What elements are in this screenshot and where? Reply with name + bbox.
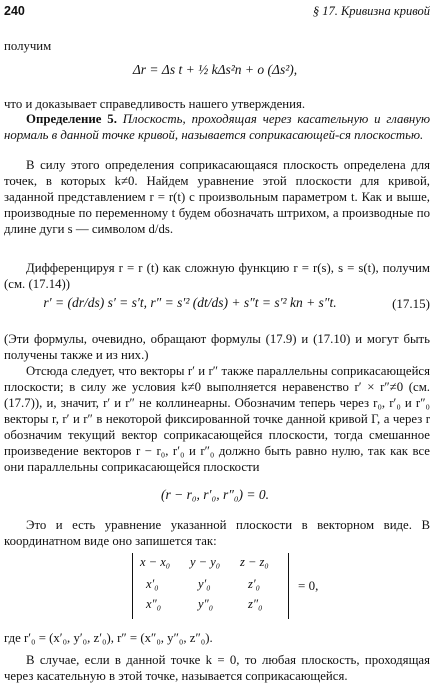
det-cell: x − x₀: [140, 555, 171, 569]
det-cell: x″₀: [146, 597, 162, 611]
determinant-rhs: = 0,: [298, 578, 319, 593]
paragraph-coordinate-form: Это и есть уравнение указанной плоскости в векторном виде. В координатном виде оно запишется так:: [4, 518, 430, 548]
text-conclusion: что и доказывает справедливость нашего утверждения.: [4, 97, 306, 111]
definition-label: Определение 5.: [26, 112, 117, 126]
paragraph-derivation: Отсюда следует, что векторы r′ и r″ также параллельны соприкасающейся плоскости; в силу же условия k≠0 выполняется неравенство r′ × r″≠0 (см. (17.7)), и, значит, r′ и r″ не коллинеарны. Обозначим теперь через r₀, r′₀ и r″₀ векторы r, r′ и r″ в некоторой фиксированной точке данной кривой Γ, а через r обозначим текущий вектор соприкасающейся плоскости, тогда смешанное произведение векторов r − r₀, r′₀ и r″₀ должно быть равно нулю, так как все они параллельны соприкасающейся плоскости: [4, 364, 430, 474]
det-cell: z′₀: [248, 577, 260, 591]
det-cell: x′₀: [146, 577, 159, 591]
det-cell: y − y₀: [190, 555, 221, 569]
equation-mixed-product: (r − r₀, r′₀, r″₀) = 0.: [160, 487, 269, 502]
page-number: 240: [4, 4, 25, 18]
paragraph-zero-curvature: В случае, если в данной точке k = 0, то любая плоскость, проходящая через касательную в этой точке, называется соприкасающейся.: [4, 653, 430, 683]
running-head: § 17. Кривизна кривой: [312, 4, 430, 18]
paragraph-differentiating: Дифференцируя r = r (t) как сложную функцию r = r(s), s = s(t), получим (см. (17.14)): [4, 261, 430, 291]
equation-delta-r: Δr = Δs t + ½ kΔs²n + o (Δs²),: [132, 62, 298, 77]
determinant: [132, 553, 300, 619]
paragraph-where: где r′₀ = (x′₀, y′₀, z′₀), r″ = (x″₀, y″₀, z″₀).: [4, 631, 213, 645]
paragraph-osculating-plane: В силу этого определения соприкасающаяся плоскость определена для точек, в которых k≠0. Найдем уравнение этой плоскости для кривой, заданной представлением r = r(t) с произвольным параметром t. Как и выше, производные по переменному t будем обозначать штрихом, а производные по длине дуги s — символом d/ds.: [4, 158, 430, 236]
definition-text: Плоскость, проходящая через касательную и главную нормаль в данной точке кривой, называется соприкасающей-ся плоскостью.: [4, 112, 430, 142]
det-cell: z − z₀: [240, 555, 269, 569]
det-cell: y′₀: [198, 577, 211, 591]
det-cell: y″₀: [198, 597, 214, 611]
paragraph-remark: (Эти формулы, очевидно, обращают формулы (17.9) и (17.10) и могут быть получены также и из них.): [4, 332, 430, 362]
determinant-right-bar: [288, 553, 289, 619]
determinant-left-bar: [132, 553, 133, 619]
definition-5: [4, 111, 430, 143]
equation-number: (17.15): [392, 296, 430, 311]
equation-17-15: r′ = (dr/ds) s′ = s′t, r″ = s′² (dt/ds) + s″t = s′² kn + s″t.: [43, 295, 337, 310]
page-header: [4, 4, 430, 20]
text-poluchim: получим: [4, 39, 52, 53]
det-cell: z″₀: [248, 597, 263, 611]
